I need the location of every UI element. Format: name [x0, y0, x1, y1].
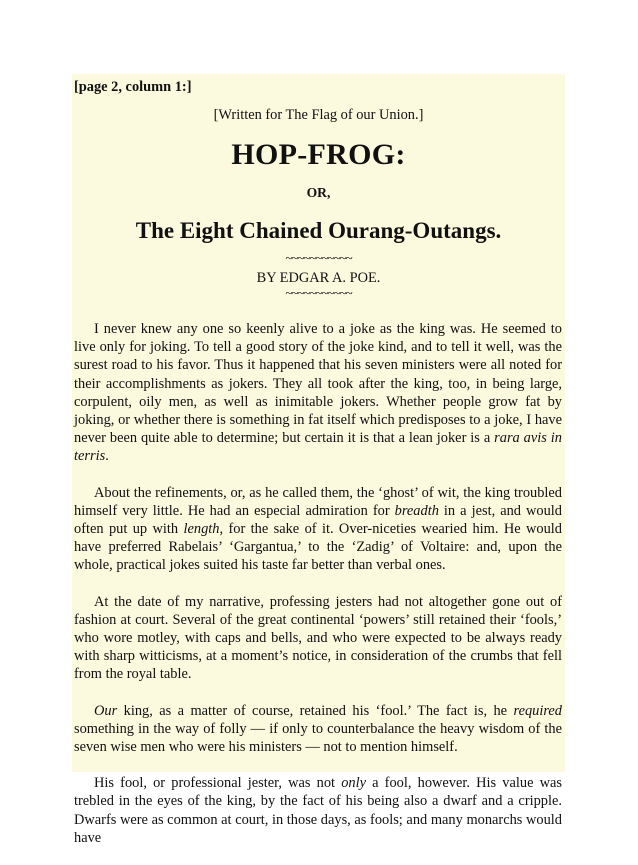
- page-marker: [page 2, column 1:]: [74, 79, 192, 95]
- written-for-note: [Written for The Flag of our Union.]: [213, 107, 424, 123]
- tilde-divider-bottom: ~~~~~~~~~~~: [285, 285, 352, 300]
- or-connector: OR,: [306, 185, 331, 200]
- paragraph-4: Our king, as a matter of course, retained his ‘fool.’ The fact is, he required something in the way of folly — if only to counterbalance the heavy wisdom of the seven wise men who were his ministers — not to mention himself.: [74, 702, 562, 756]
- tilde-divider-top: ~~~~~~~~~~~: [285, 250, 352, 265]
- document-page: [72, 74, 565, 846]
- paragraph-5: His fool, or professional jester, was not only a fool, however. His value was trebled in the eyes of the king, by the fact of his being also a dwarf and a cripple. Dwarfs were as common at court, in those days, as fools; and many monarchs would have: [74, 775, 562, 846]
- story-title: HOP-FROG:: [231, 138, 406, 171]
- paragraph-3: At the date of my narrative, professing jesters had not altogether gone out of fashion at court. Several of the great continental ‘powers’ still retained their ‘fools,’ who wore motley, with caps and bells, and who were expected to be always ready with sharp witticisms, at a moment’s notice, in consideration of the crumbs that fell from the royal table.: [74, 593, 562, 683]
- paragraph-2: About the refinements, or, as he called them, the ‘ghost’ of wit, the king troubled himself very little. He had an especial admiration for breadth in a jest, and would often put up with length, for the sake of it. Over-niceties wearied him. He would have preferred Rabelais’ ‘Gargantua,’ to the ‘Zadig’ of Voltaire: and, upon the whole, practical jokes suited his taste far better than verbal ones.: [74, 484, 562, 574]
- story-subtitle: The Eight Chained Ourang-Outangs.: [135, 218, 502, 243]
- author-byline: BY EDGAR A. POE.: [256, 270, 381, 286]
- paragraph-1: I never knew any one so keenly alive to a joke as the king was. He seemed to live only for joking. To tell a good story of the joke kind, and to tell it well, was the surest road to his favor. Thus it happened that his seven ministers were all noted for their accomplishments as jokers. They all took after the king, too, in being large, corpulent, oily men, as well as inimitable jokers. Whether people grow fat by joking, or whether there is something in fat itself which predisposes to a joke, I have never been quite able to determine; but certain it is that a lean joker is a rara avis in terris.: [74, 321, 562, 465]
- story-body: [74, 320, 562, 865]
